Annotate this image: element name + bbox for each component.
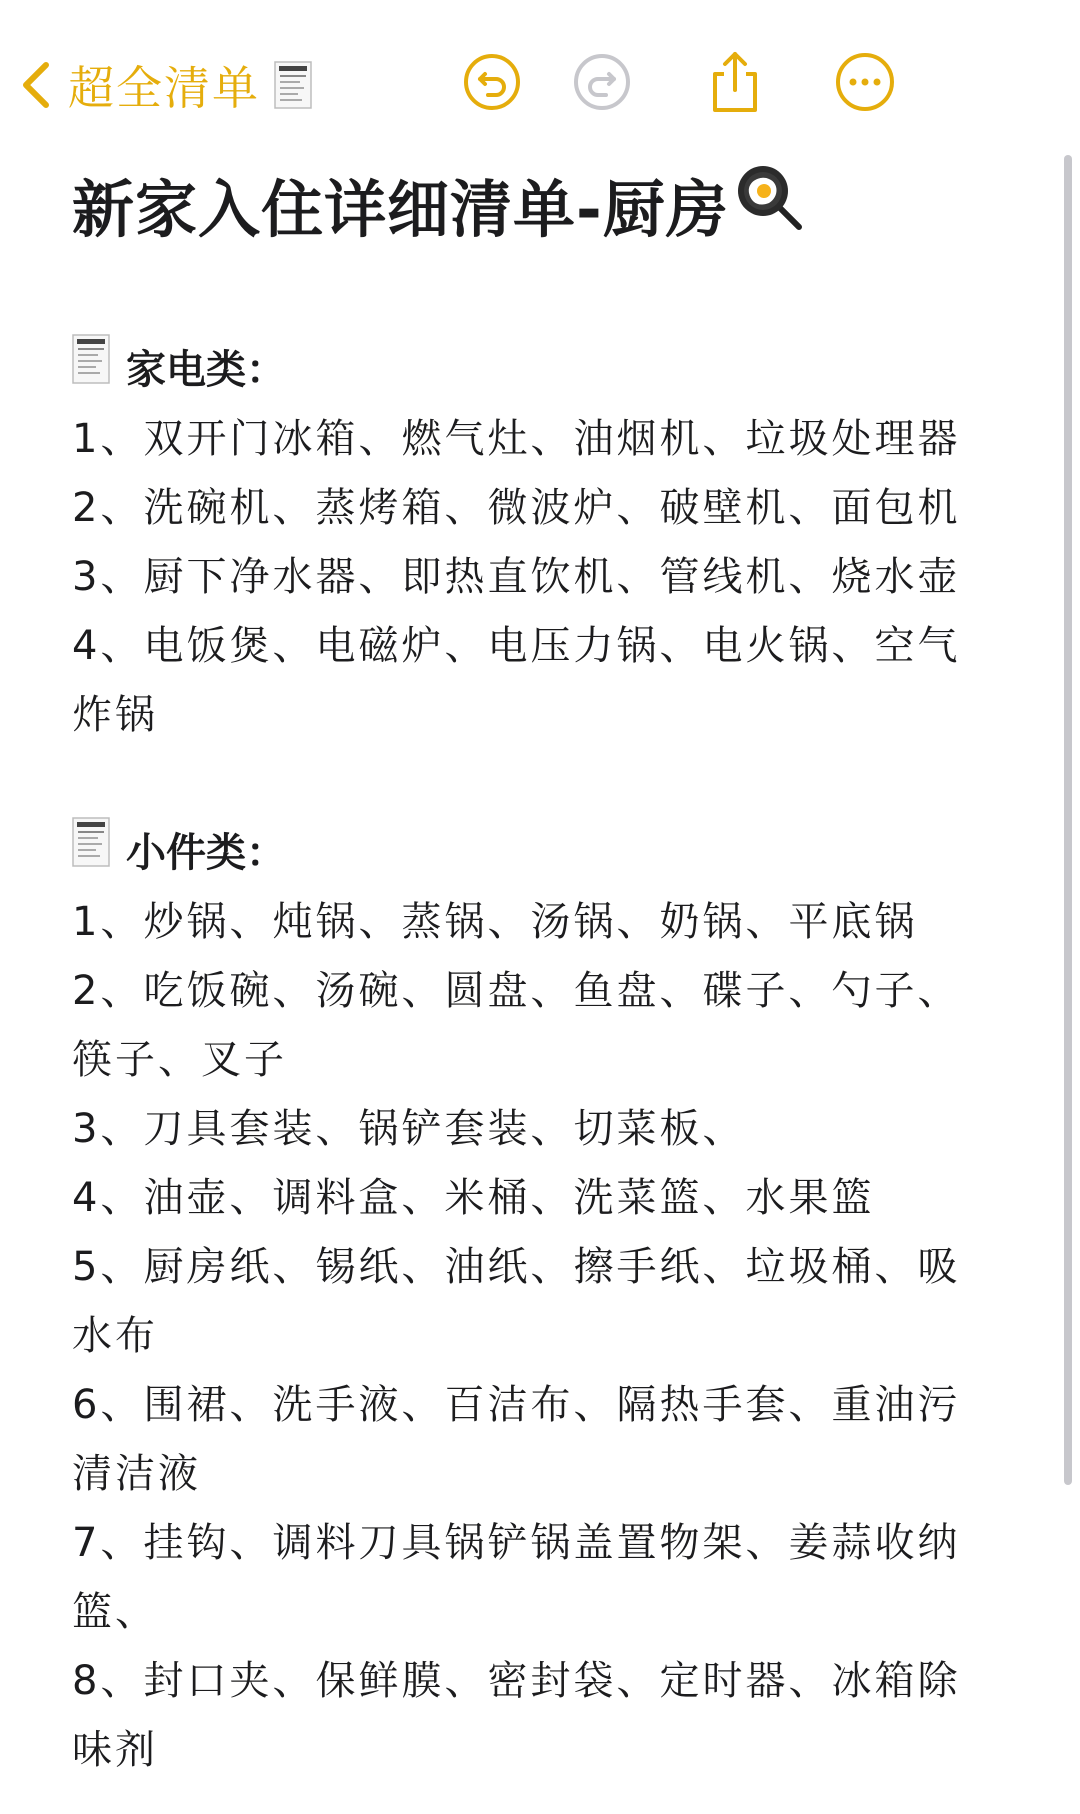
list-item: 6、围裙、洗手液、百洁布、隔热手套、重油污	[72, 1382, 961, 1428]
more-icon	[834, 51, 896, 117]
share-button[interactable]	[703, 52, 767, 116]
list-item: 2、洗碗机、蒸烤箱、微波炉、破壁机、面包机	[72, 485, 961, 531]
list-item: 2、吃饭碗、汤碗、圆盘、鱼盘、碟子、勺子、	[72, 968, 961, 1014]
list-item: 水布	[72, 1313, 158, 1359]
receipt-icon	[72, 817, 110, 889]
section-appliances	[72, 335, 1002, 750]
undo-button[interactable]	[460, 52, 524, 116]
receipt-icon	[72, 334, 110, 406]
share-icon	[705, 50, 765, 118]
scrollbar[interactable]	[1064, 155, 1072, 1485]
list-item: 炸锅	[72, 692, 158, 738]
list-item: 8、封口夹、保鲜膜、密封袋、定时器、冰箱除	[72, 1658, 961, 1704]
section-heading	[72, 335, 1002, 405]
more-button[interactable]	[833, 52, 897, 116]
list-item: 篮、	[72, 1589, 158, 1635]
back-label: 超全清单	[68, 61, 260, 115]
list-item: 1、炒锅、炖锅、蒸锅、汤锅、奶锅、平底锅	[72, 899, 918, 945]
list-item: 3、厨下净水器、即热直饮机、管线机、烧水壶	[72, 554, 961, 600]
frying-pan-icon	[735, 160, 803, 260]
list-item: 筷子、叉子	[72, 1037, 287, 1083]
list-item: 5、厨房纸、锡纸、油纸、擦手纸、垃圾桶、吸	[72, 1244, 961, 1290]
list-item: 1、双开门冰箱、燃气灶、油烟机、垃圾处理器	[72, 416, 961, 462]
list-item: 味剂	[72, 1727, 158, 1773]
note-title-text: 新家入住详细清单-厨房	[72, 173, 729, 246]
list-item: 4、油壶、调料盒、米桶、洗菜篮、水果篮	[72, 1175, 875, 1221]
section-small-items	[72, 818, 1002, 1785]
note-body[interactable]	[72, 160, 1002, 1785]
list-item: 3、刀具套装、锅铲套装、切菜板、	[72, 1106, 746, 1152]
toolbar	[0, 0, 1080, 170]
redo-button[interactable]	[570, 52, 634, 116]
section-heading	[72, 818, 1002, 888]
section-heading-text: 家电类：	[126, 347, 286, 393]
note-title	[72, 160, 1002, 260]
chevron-left-icon	[20, 61, 52, 109]
undo-icon	[462, 52, 522, 116]
list-item: 7、挂钩、调料刀具锅铲锅盖置物架、姜蒜收纳	[72, 1520, 961, 1566]
list-item: 清洁液	[72, 1451, 201, 1497]
section-heading-text: 小件类：	[126, 830, 286, 876]
back-button[interactable]	[20, 50, 312, 120]
redo-icon	[572, 52, 632, 116]
receipt-icon	[274, 61, 312, 109]
list-item: 4、电饭煲、电磁炉、电压力锅、电火锅、空气	[72, 623, 961, 669]
